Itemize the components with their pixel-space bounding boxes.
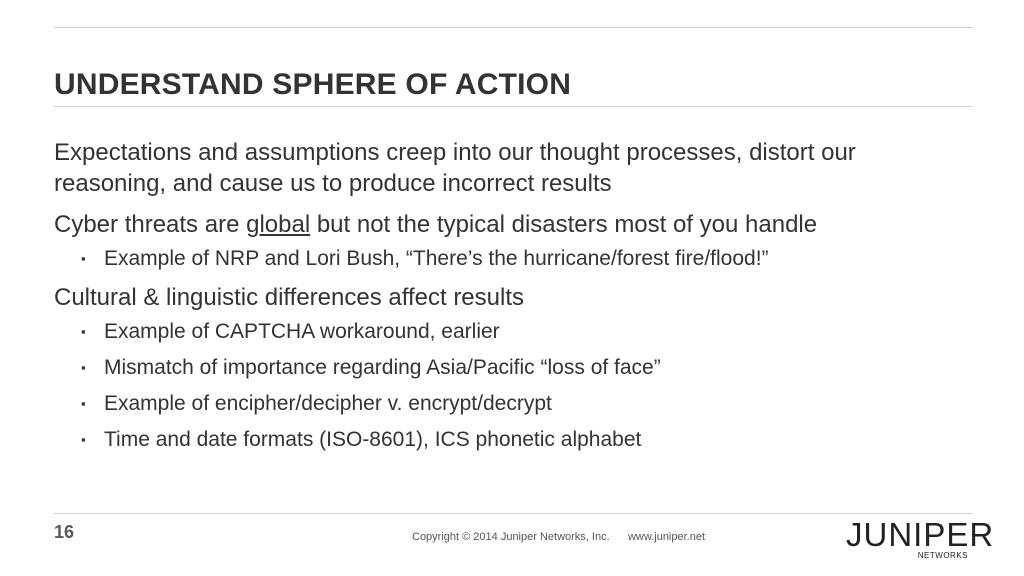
paragraph-cultural: Cultural & linguistic differences affect results <box>54 284 525 311</box>
paragraph-expectations: Expectations and assumptions creep into our thought processes, distort our reasoning, and cause us to produce incorrect results <box>54 139 856 197</box>
bullet-square-icon: ▪ <box>81 324 86 339</box>
footer-rule <box>54 513 973 514</box>
cyber-threats-suffix: but not the typical disasters most of you handle <box>310 211 818 238</box>
paragraph-cyber-threats <box>54 209 964 240</box>
list-item <box>54 355 964 381</box>
copyright-text: Copyright © 2014 Juniper Networks, Inc. www.juniper.net <box>412 531 706 543</box>
bullet-square-icon: ▪ <box>81 360 86 375</box>
bullet-square-icon: ▪ <box>81 251 86 266</box>
page-number: 16 <box>54 522 75 542</box>
list-item <box>54 319 964 345</box>
bullet-square-icon: ▪ <box>81 432 86 447</box>
bullet-list-cultural <box>54 319 964 453</box>
slide-title: UNDERSTAND SPHERE OF ACTION <box>54 68 572 101</box>
bullet-text: Mismatch of importance regarding Asia/Pacific “loss of face” <box>104 356 661 379</box>
logo-networks: NETWORKS <box>917 551 968 560</box>
bullet-text: Time and date formats (ISO-8601), ICS phonetic alphabet <box>104 428 642 451</box>
bullet-list-cyber <box>54 246 964 272</box>
global-underlined: global <box>246 211 311 238</box>
title-underline <box>54 106 973 107</box>
list-item <box>54 391 964 417</box>
bullet-square-icon: ▪ <box>81 396 86 411</box>
top-rule <box>54 27 973 28</box>
juniper-logo <box>846 516 995 562</box>
logo-wordmark: JUNIPER <box>846 516 995 553</box>
cyber-threats-prefix: Cyber threats are <box>54 211 247 238</box>
list-item <box>54 246 964 272</box>
bullet-text: Example of encipher/decipher v. encrypt/decrypt <box>104 392 552 415</box>
list-item <box>54 427 964 453</box>
slide-body <box>54 137 964 463</box>
bullet-text: Example of CAPTCHA workaround, earlier <box>104 320 500 343</box>
bullet-text: Example of NRP and Lori Bush, “There’s the hurricane/forest fire/flood!” <box>104 247 769 270</box>
